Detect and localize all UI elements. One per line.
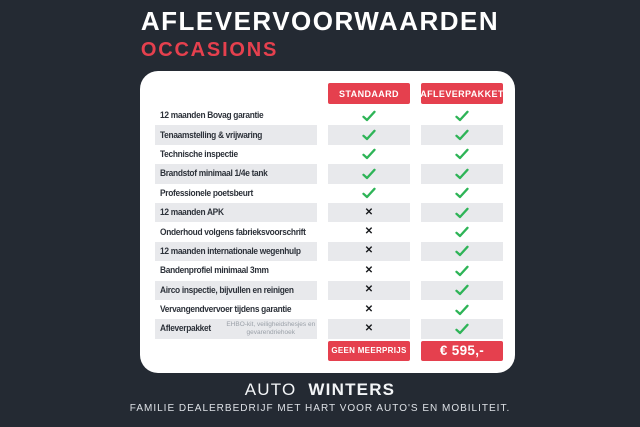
cross-cell: [328, 319, 410, 338]
check-cell: [328, 125, 410, 144]
cross-icon: ✕: [364, 206, 374, 218]
table-row: [155, 184, 503, 203]
row-label: 12 maanden Bovag garantie: [160, 110, 264, 122]
cross-cell: [328, 203, 410, 222]
table-row: [155, 164, 503, 183]
page-title: AFLEVERVOORWAARDEN: [140, 6, 500, 36]
check-cell: [421, 281, 503, 300]
cross-icon: ✕: [364, 245, 374, 257]
check-cell: [421, 125, 503, 144]
check-icon: [455, 168, 469, 180]
check-icon: [455, 323, 469, 335]
row-label: 12 maanden APK: [160, 207, 224, 219]
column-header-standaard: STANDAARD: [328, 83, 410, 104]
check-cell: [328, 164, 410, 183]
row-note: EHBO-kit, veiligheidshesjes en gevarendriehoek: [226, 320, 316, 336]
cross-icon: ✕: [364, 264, 374, 276]
brand-tagline: FAMILIE DEALERBEDRIJF MET HART VOOR AUTO'S EN MOBILITEIT.: [129, 403, 511, 414]
check-icon: [362, 110, 376, 122]
check-cell: [421, 184, 503, 203]
check-cell: [328, 145, 410, 164]
check-icon: [455, 265, 469, 277]
check-cell: [421, 145, 503, 164]
check-icon: [455, 187, 469, 199]
check-cell: [421, 164, 503, 183]
check-icon: [362, 148, 376, 160]
row-label-cell: [155, 203, 317, 222]
cross-icon: ✕: [364, 322, 374, 334]
check-cell: [421, 319, 503, 338]
check-cell: [421, 300, 503, 319]
table-row: [155, 242, 503, 261]
check-icon: [455, 226, 469, 238]
cross-cell: [328, 281, 410, 300]
page-header-inner: [141, 7, 499, 61]
row-label: Onderhoud volgens fabrieksvoorschrift: [160, 226, 306, 238]
page-header: [0, 7, 640, 61]
check-cell: [421, 222, 503, 241]
cross-cell: [328, 242, 410, 261]
row-label: Bandenprofiel minimaal 3mm: [160, 265, 269, 277]
check-icon: [362, 129, 376, 141]
row-label-cell: [155, 300, 317, 319]
check-icon: [455, 129, 469, 141]
table-row: [155, 261, 503, 280]
table-rows: [155, 106, 503, 339]
brand-name-bold: WINTERS: [308, 380, 396, 399]
standaard-price-badge: GEEN MEERPRIJS: [328, 341, 410, 361]
table-footer-spacer: [155, 341, 317, 361]
table-row: [155, 145, 503, 164]
check-cell: [421, 242, 503, 261]
cross-icon: ✕: [364, 226, 374, 238]
brand-name-regular: AUTO: [244, 380, 297, 399]
check-icon: [455, 284, 469, 296]
row-label: 12 maanden internationale wegenhulp: [160, 245, 301, 257]
table-row: [155, 281, 503, 300]
row-label-cell: [155, 106, 317, 125]
comparison-card: [140, 71, 515, 373]
check-icon: [362, 187, 376, 199]
table-row: [155, 300, 503, 319]
check-cell: [421, 203, 503, 222]
check-cell: [328, 106, 410, 125]
row-label: Professionele poetsbeurt: [160, 187, 253, 199]
row-label: Afleverpakket: [160, 323, 211, 335]
row-label-cell: [155, 164, 317, 183]
table-footer: [155, 341, 503, 361]
check-icon: [455, 148, 469, 160]
cross-icon: ✕: [364, 284, 374, 296]
row-label-cell: [155, 125, 317, 144]
check-cell: [421, 106, 503, 125]
afleverpakket-price-badge: € 595,-: [421, 341, 503, 361]
check-cell: [328, 184, 410, 203]
table-row: [155, 222, 503, 241]
page-subtitle: OCCASIONS: [140, 38, 279, 61]
table-header-spacer: [155, 83, 317, 104]
row-label-cell: [155, 145, 317, 164]
check-cell: [421, 261, 503, 280]
check-icon: [362, 168, 376, 180]
check-icon: [455, 110, 469, 122]
table-row: [155, 319, 503, 338]
row-label: Brandstof minimaal 1/4e tank: [160, 168, 268, 180]
table-row: [155, 125, 503, 144]
brand-name: [0, 380, 640, 400]
column-header-afleverpakket: AFLEVERPAKKET: [421, 83, 503, 104]
row-label-cell: [155, 222, 317, 241]
row-label-cell: [155, 184, 317, 203]
table-header: [155, 83, 503, 104]
row-label: Tenaamstelling & vrijwaring: [160, 129, 263, 141]
cross-cell: [328, 261, 410, 280]
row-label-cell: [155, 281, 317, 300]
cross-cell: [328, 222, 410, 241]
row-label-cell: [155, 242, 317, 261]
cross-icon: ✕: [364, 303, 374, 315]
check-icon: [455, 245, 469, 257]
row-label: Technische inspectie: [160, 148, 238, 160]
row-label: Airco inspectie, bijvullen en reinigen: [160, 284, 294, 296]
row-label: Vervangendvervoer tijdens garantie: [160, 304, 292, 316]
row-label-cell: [155, 319, 317, 338]
cross-cell: [328, 300, 410, 319]
check-icon: [455, 304, 469, 316]
check-icon: [455, 207, 469, 219]
table-row: [155, 106, 503, 125]
row-label-cell: [155, 261, 317, 280]
table-row: [155, 203, 503, 222]
